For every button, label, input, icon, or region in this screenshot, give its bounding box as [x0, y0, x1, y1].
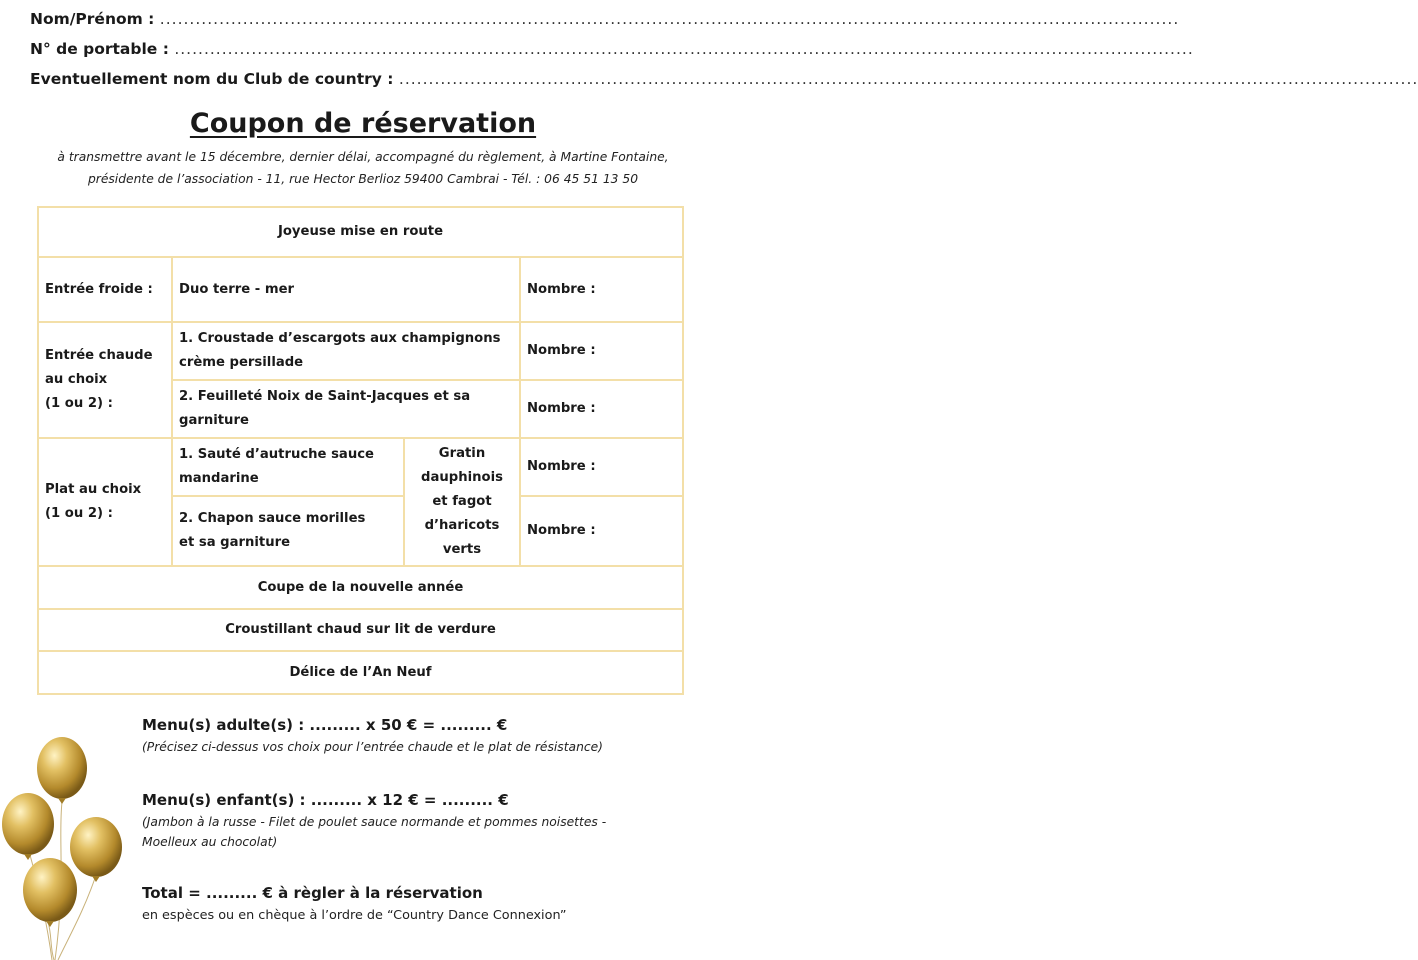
dessert-text: Délice de l’An Neuf: [289, 664, 432, 680]
total-line: Total = ......... € à règler à la réservation: [142, 884, 483, 902]
main-course-label-cell: [38, 438, 172, 566]
phone-label: N° de portable :: [30, 40, 169, 58]
adult-menu-line: Menu(s) adulte(s) : ......... x 50 € = ......... €: [142, 716, 508, 734]
hot-starter-label-line: Entrée chaude: [45, 348, 153, 363]
cold-starter-dish-cell: [172, 257, 520, 322]
dish-line: 2. Chapon sauce morilles: [179, 511, 366, 526]
welcome-cell: [38, 207, 683, 257]
phone-field: [30, 38, 1194, 60]
sorbet-cell: [38, 566, 683, 609]
cold-starter-label: Entrée froide :: [45, 281, 153, 297]
club-label: Eventuellement nom du Club de country :: [30, 70, 394, 88]
cold-starter-label-cell: [38, 257, 172, 322]
name-label: Nom/Prénom :: [30, 10, 155, 28]
child-menu-note-2: Moelleux au chocolat): [142, 835, 278, 849]
side-dish-line: et fagot: [432, 494, 492, 509]
dish-line: et sa garniture: [179, 535, 291, 550]
salad-cell: [38, 609, 683, 651]
payment-note: en espèces ou en chèque à l’ordre de “Country Dance Connexion”: [142, 908, 567, 923]
hot-starter-count-2: [520, 380, 683, 438]
count-label: Nombre :: [527, 401, 596, 416]
gold-balloons-icon: [0, 730, 130, 960]
count-label: Nombre :: [527, 343, 596, 358]
side-dish-line: dauphinois: [421, 470, 503, 485]
side-dish-cell: [404, 438, 520, 566]
hot-starter-count-1: [520, 322, 683, 380]
child-menu-note-1: (Jambon à la russe - Filet de poulet sauce normande et pommes noisettes -: [142, 815, 607, 829]
main-course-label-line: Plat au choix: [45, 482, 142, 497]
page-title: Coupon de réservation: [189, 108, 537, 139]
name-field: [30, 8, 1180, 30]
count-label: Nombre :: [527, 281, 596, 297]
cold-starter-count-cell: [520, 257, 683, 322]
hot-starter-label-cell: [38, 322, 172, 438]
hot-starter-option-1: [172, 322, 520, 380]
menu-table: [37, 206, 684, 695]
salad-text: Croustillant chaud sur lit de verdure: [225, 622, 496, 637]
main-course-option-1: [172, 438, 404, 496]
count-label: Nombre :: [527, 523, 596, 538]
name-dotted-line: ............................................................................................................................................................................: [159, 10, 1180, 28]
child-menu-line: Menu(s) enfant(s) : ......... x 12 € = ......... €: [142, 791, 509, 809]
dish-line: garniture: [179, 413, 249, 428]
subtitle-line-2: présidente de l’association - 11, rue Hector Berlioz 59400 Cambrai - Tél. : 06 45 51 13 50: [87, 172, 639, 186]
hot-starter-label-line: au choix: [45, 372, 108, 387]
club-dotted-line: ............................................................................................................................................................................: [398, 70, 1418, 88]
dish-line: 1. Sauté d’autruche sauce: [179, 447, 374, 462]
cold-starter-dish: Duo terre - mer: [179, 281, 295, 297]
dish-line: 2. Feuilleté Noix de Saint-Jacques et sa: [179, 389, 471, 404]
main-course-count-2: [520, 496, 683, 566]
subtitle-line-1: à transmettre avant le 15 décembre, dernier délai, accompagné du règlement, à Martine Fontaine,: [57, 150, 669, 164]
count-label: Nombre :: [527, 459, 596, 474]
welcome-text: Joyeuse mise en route: [277, 224, 444, 239]
side-dish-line: d’haricots: [424, 518, 500, 533]
dish-line: crème persillade: [179, 355, 304, 370]
side-dish-line: verts: [442, 542, 482, 557]
main-course-label-line: (1 ou 2) :: [45, 506, 113, 521]
dish-line: mandarine: [179, 471, 259, 486]
hot-starter-label-line: (1 ou 2) :: [45, 396, 113, 411]
hot-starter-option-2: [172, 380, 520, 438]
club-field: [30, 68, 1418, 90]
main-course-option-2: [172, 496, 404, 566]
phone-dotted-line: ............................................................................................................................................................................: [174, 40, 1194, 58]
sorbet-text: Coupe de la nouvelle année: [257, 579, 464, 595]
adult-menu-note: (Précisez ci-dessus vos choix pour l’entrée chaude et le plat de résistance): [142, 740, 603, 754]
dessert-cell: [38, 651, 683, 694]
main-course-count-1: [520, 438, 683, 496]
side-dish-line: Gratin: [438, 446, 486, 461]
dish-line: 1. Croustade d’escargots aux champignons: [179, 331, 501, 346]
